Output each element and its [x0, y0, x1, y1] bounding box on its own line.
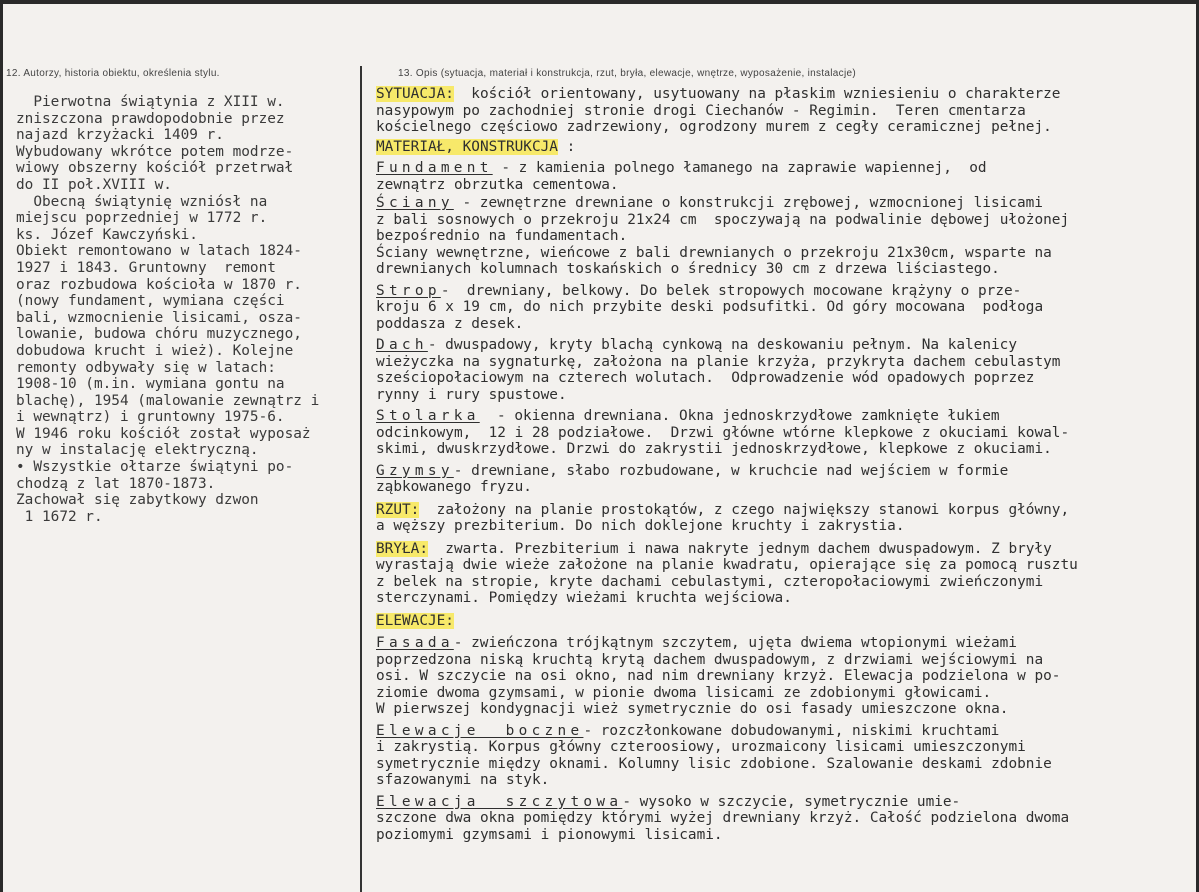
scan-top-edge: [0, 0, 1199, 4]
label-sciany: Ściany: [376, 195, 454, 211]
text-elewacja-szczytowa: - wysoko w szczycie, symetrycznie umie- szczone dwa okna pomiędzy którymi wyżej drewniany krzyż. Całość podzielona dwoma poziomymi gzymsami i pionowymi lisicami.: [376, 793, 1070, 843]
item-fasada: [376, 635, 1181, 718]
section-elewacje: [376, 613, 1181, 630]
section-rzut: [376, 502, 1181, 535]
item-gzymsy: [376, 463, 1181, 496]
label-fasada: Fasada: [376, 635, 454, 651]
history-text: Pierwotna świątynia z XIII w. zniszczona prawdopodobnie przez najazd krzyżacki 1409 r. Wybudowany wkrótce potem modrze- wiowy obszerny kościół przetrwał do II poł.XVIII w. Obecną świątynię wzniósł na miejscu poprzedniej w 1772 r. ks. Józef Kawczyński. Obiekt remontowano w latach 1824- 1927 i 1843. Gruntowny remont oraz rozbudowa kościoła w 1870 r. (nowy fundament, wymiana części bali, wzmocnienie lisicami, osza- lowanie, budowa chóru muzycznego, dobudowa krucht i wież). Kolejne remonty odbywały się w latach: 1908-10 (m.in. wymiana gontu na blachę), 1954 (malowanie zewnątrz i i wewnątrz) i gruntowny 1975-6. W 1946 roku kościół został wyposaż ny w instalację elektryczną. • Wszystkie ołtarze świątyni po- chodzą z lat 1870-1873. Zachował się zabytkowy dzwon 1 1672 r.: [16, 94, 320, 525]
item-sciany: [376, 195, 1181, 278]
item-fundament: [376, 160, 1181, 193]
item-dach: [376, 337, 1181, 403]
item-strop: [376, 283, 1181, 333]
text-stolarka: - okienna drewniana. Okna jednoskrzydłowe zamknięte łukiem odcinkowym, 12 i 28 podziałowe. Drzwi główne wtórne klepkowe z okuciami kowal- skimi, dwuskrzydłowe. Drzwi do zakrystii jednoskrzydłowe, klepkowe z okuciami.: [376, 408, 1070, 457]
section-bryla: [376, 541, 1181, 607]
section-material: [376, 139, 1181, 156]
text-dach: - dwuspadowy, kryty blachą cynkową na deskowaniu pełnym. Na kalenicy wieżyczka na sygnaturkę, założona na planie krzyża, przykryta dachem cebulastym sześciopołaciowym na czterech wolutach. Odprowadzenie wód opadowych poprzez rynny i rury spustowe.: [376, 337, 1061, 403]
text-rzut: założony na planie prostokątów, z czego największy stanowi korpus główny, a węższy prezbiterium. Do nich doklejone kruchty i zakrystia.: [376, 501, 1070, 534]
label-material: MATERIAŁ, KONSTRUKCJA: [376, 138, 558, 155]
text-fundament: - z kamienia polnego łamanego na zaprawie wapiennej, od zewnątrz obrzutka cementowa.: [376, 160, 987, 193]
label-gzymsy: Gzymsy: [376, 462, 454, 479]
item-stolarka: [376, 408, 1181, 458]
section-sytuacja: [376, 86, 1181, 136]
description-column: [376, 86, 1181, 843]
text-elewacje-boczne: - rozczłonkowane dobudowanymi, niskimi kruchtami i zakrystią. Korpus główny czteroosiowy, urozmaicony lisicami umieszczonymi symetrycznie między oknami. Kolumny lisic zdobione. Szalowanie deskami zdobnie sfazowanymi na styk.: [376, 722, 1052, 788]
column-divider: [360, 66, 362, 892]
label-elewacja-szczytowa: Elewacja szczytowa: [376, 793, 623, 810]
right-column-header: 13. Opis (sytuacja, materiał i konstrukcja, rzut, bryła, elewacje, wnętrze, wyposażenie, instalacje): [398, 68, 856, 79]
text-gzymsy: - drewniane, słabo rozbudowane, w kruchcie nad wejściem w formie ząbkowanego fryzu.: [376, 462, 1009, 495]
left-column-header: 12. Autorzy, historia obiektu, określenia stylu.: [6, 68, 220, 79]
label-fundament: Fundament: [376, 160, 493, 176]
text-sciany: - zewnętrzne drewniane o konstrukcji zrębowej, wzmocnionej lisicami z bali sosnowych o przekroju 21x24 cm spoczywają na podwalinie dębowej ułożonej bezpośrednio na fundamentach. Ściany wewnętrzne, wieńcowe z bali drewnianych o przekroju 21x30cm, wsparte na drewnianych kolumnach toskańskich o średnicy 30 cm z drzewa liściastego.: [376, 195, 1070, 277]
label-strop: Strop: [376, 282, 441, 299]
item-elewacja-szczytowa: [376, 794, 1181, 844]
label-bryla: BRYŁA:: [376, 540, 428, 557]
text-sytuacja: kościół orientowany, usytuowany na płaskim wzniesieniu o charakterze nasypowym po zachodniej stronie drogi Ciechanów - Regimin. Teren cmentarza kościelnego częściowo zadrzewiony, ogrodzony murem z cegły ceramicznej pełnej.: [376, 86, 1061, 135]
label-sytuacja: SYTUACJA:: [376, 86, 454, 102]
text-fasada: - zwieńczona trójkątnym szczytem, ujęta dwiema wtopionymi wieżami poprzedzona niską kruchtą krytą dachem dwuspadowym, z drzwiami wejściowymi na osi. W szczycie na osi okno, nad nim drewniany krzyż. Elewacja podzielona w po- ziomie dwoma gzymsami, w pionie dwoma lisicami ze zdobionymi głowicami. W pierwszej kondygnacji wież symetrycznie do osi fasady umieszczone okna.: [376, 635, 1061, 717]
text-strop: - drewniany, belkowy. Do belek stropowych mocowane krążyny o prze- kroju 6 x 19 cm, do nich przybite deski podsufitki. Od góry mocowana podłoga poddasza z desek.: [376, 282, 1044, 332]
label-elewacje-boczne: Elewacje boczne: [376, 722, 584, 739]
label-dach: Dach: [376, 337, 428, 353]
label-elewacje: ELEWACJE:: [376, 612, 454, 629]
material-suffix: :: [557, 138, 576, 155]
item-elewacje-boczne: [376, 723, 1181, 789]
label-rzut: RZUT:: [376, 501, 420, 518]
scan-left-edge: [0, 0, 3, 892]
label-stolarka: Stolarka: [376, 408, 480, 424]
text-bryla: zwarta. Prezbiterium i nawa nakryte jednym dachem dwuspadowym. Z bryły wyrastają dwie wieże założone na planie kwadratu, opierające się za pomocą rusztu z belek na stropie, kryte dachami cebulastymi, czteropołaciowymi zwieńczonymi sterczynami. Pomiędzy wieżami kruchta wejściowa.: [376, 540, 1078, 606]
